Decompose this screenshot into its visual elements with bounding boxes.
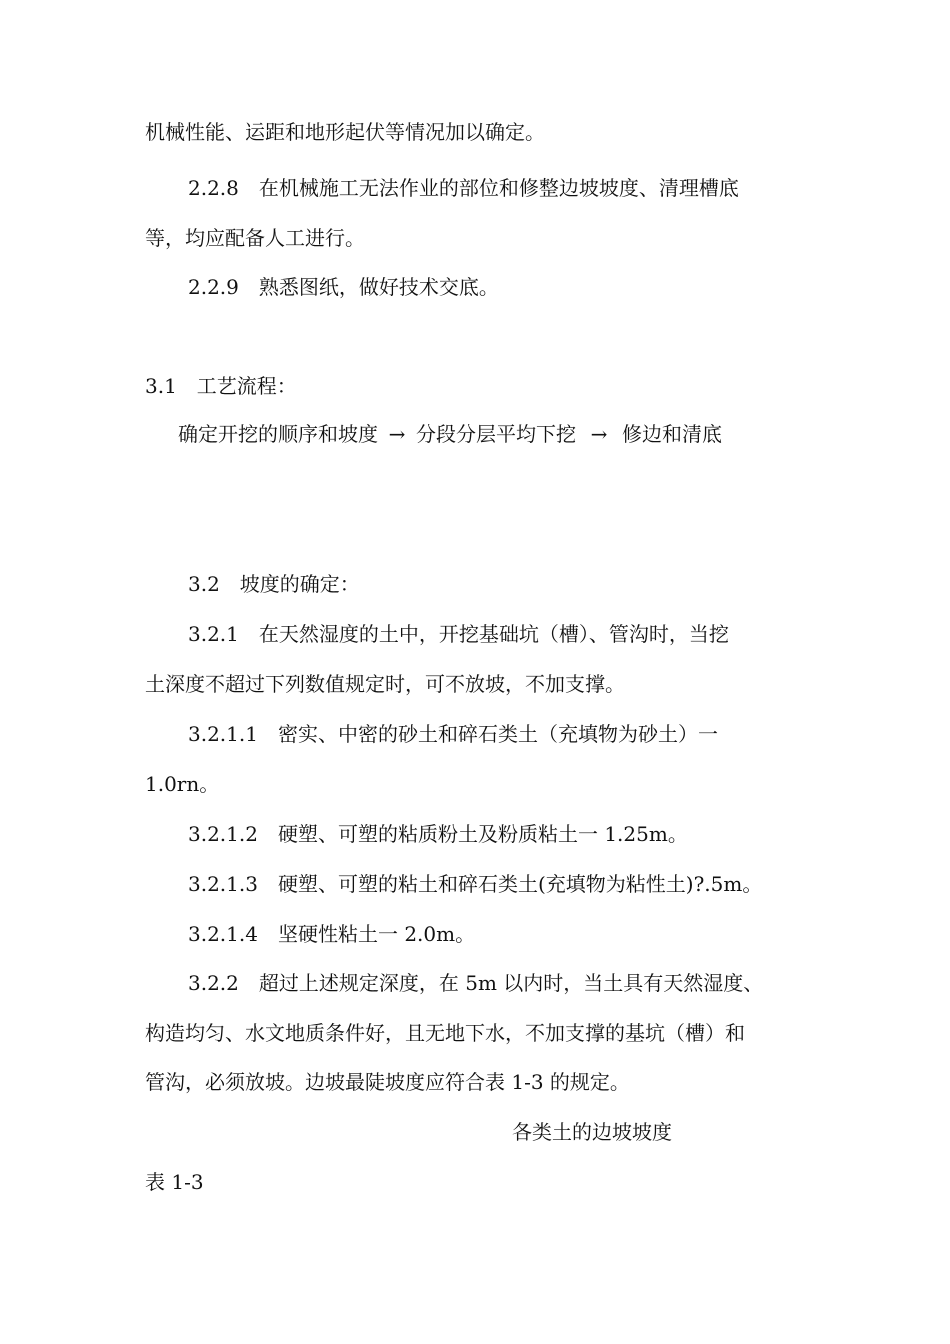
paragraph-line: 3.2.1 在天然湿度的土中，开挖基础坑（槽）、管沟时，当挖 xyxy=(188,622,729,646)
paragraph-line: 构造均匀、水文地质条件好，且无地下水，不加支撑的基坑（槽）和 xyxy=(145,1021,745,1045)
paragraph-line: 等，均应配备人工进行。 xyxy=(145,226,365,250)
flow-step: 分段分层平均下挖 xyxy=(416,422,576,446)
section-heading: 3.1 工艺流程： xyxy=(145,374,297,398)
arrow-right-icon: → xyxy=(590,422,608,446)
paragraph-line: 2.2.8 在机械施工无法作业的部位和修整边坡坡度、清理槽底 xyxy=(188,176,739,200)
paragraph-line: 机械性能、运距和地形起伏等情况加以确定。 xyxy=(145,120,545,144)
arrow-right-icon: → xyxy=(388,422,406,446)
paragraph-line: 3.2.1.3 硬塑、可塑的粘土和碎石类土(充填物为粘性土)?.5m。 xyxy=(188,872,763,896)
paragraph-line: 2.2.9 熟悉图纸，做好技术交底。 xyxy=(188,275,499,299)
section-heading: 3.2 坡度的确定： xyxy=(188,572,360,596)
paragraph-line: 1.0rn。 xyxy=(145,772,220,796)
paragraph-line: 3.2.1.1 密实、中密的砂土和碎石类土（充填物为砂土）一 xyxy=(188,722,718,746)
paragraph-line: 3.2.1.2 硬塑、可塑的粘质粉土及粉质粘土一 1.25m。 xyxy=(188,822,688,846)
flow-step: 确定开挖的顺序和坡度 xyxy=(178,422,378,446)
paragraph-line: 3.2.2 超过上述规定深度，在 5m 以内时，当土具有天然湿度、 xyxy=(188,971,764,995)
paragraph-line: 3.2.1.4 坚硬性粘土一 2.0m。 xyxy=(188,922,476,946)
paragraph-line: 土深度不超过下列数值规定时，可不放坡，不加支撑。 xyxy=(145,672,625,696)
table-caption: 各类土的边坡坡度 xyxy=(512,1120,672,1144)
table-label: 表 1-3 xyxy=(145,1170,204,1194)
paragraph-line: 管沟，必须放坡。边坡最陡坡度应符合表 1-3 的规定。 xyxy=(145,1070,630,1094)
process-flow xyxy=(178,422,722,446)
flow-step: 修边和清底 xyxy=(622,422,722,446)
